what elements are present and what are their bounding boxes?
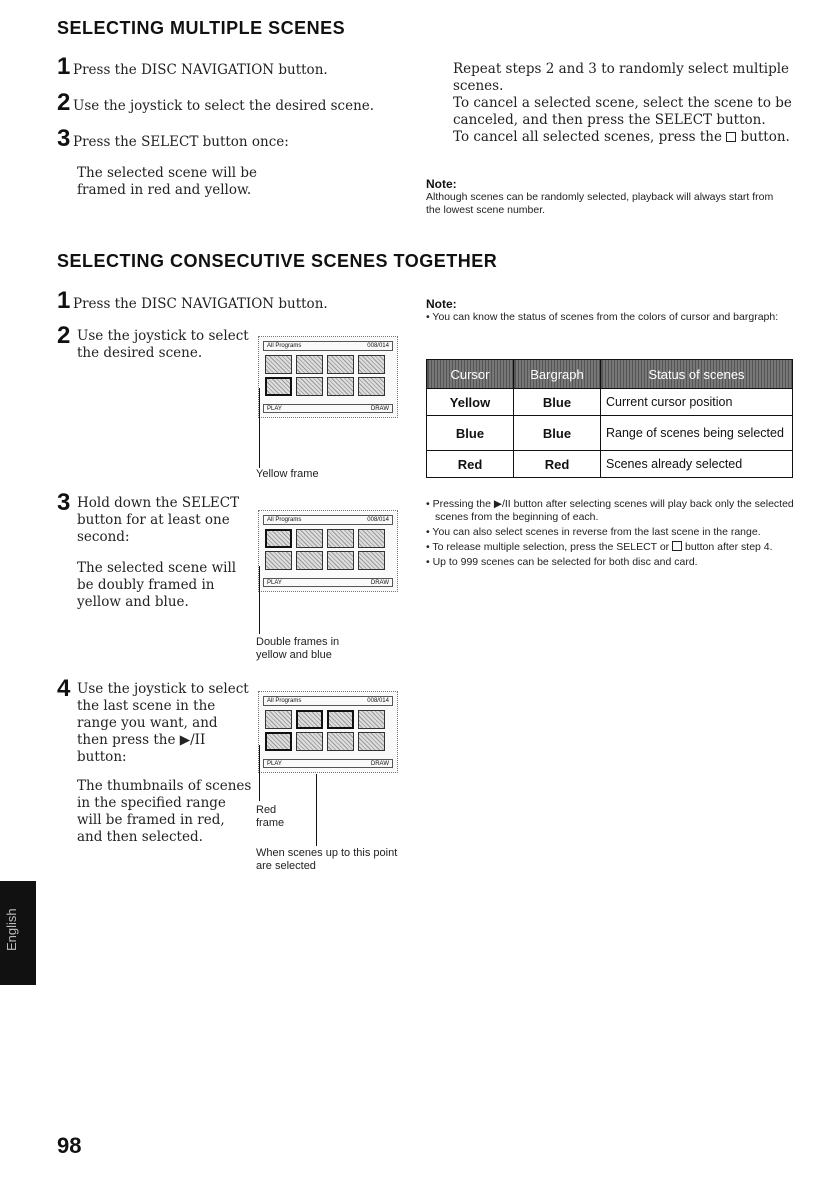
step-item xyxy=(57,289,328,313)
section-heading-consecutive: SELECTING CONSECUTIVE SCENES TOGETHER xyxy=(57,251,498,271)
screen-mockup-3: All Programs 008/014 PLAY DRAW xyxy=(258,691,398,773)
step-item xyxy=(57,677,252,846)
repeat-instruction: Repeat steps 2 and 3 to randomly select multiple scenes. xyxy=(453,61,790,94)
step-text: Hold down the SELECT button for at least one second: xyxy=(77,495,240,545)
delete-button-icon xyxy=(726,132,736,142)
step-item xyxy=(57,324,257,362)
thumbnail xyxy=(358,732,385,751)
table-row: Red Red Scenes already selected xyxy=(427,451,793,478)
step-number: 1 xyxy=(57,53,71,80)
page-number: 98 xyxy=(57,1133,82,1158)
thumbnail xyxy=(327,710,354,729)
thumbnail xyxy=(358,377,385,396)
thumbnail xyxy=(296,551,323,570)
caption-when-selected: When scenes up to this point are selected xyxy=(256,847,398,872)
step-text: Press the DISC NAVIGATION button. xyxy=(73,296,328,312)
thumbnail xyxy=(296,355,323,374)
note-title: Note: xyxy=(426,297,457,311)
thumbnail xyxy=(265,355,292,374)
step-number: 2 xyxy=(57,322,71,349)
thumbnail-grid xyxy=(265,529,385,570)
thumbnail xyxy=(327,732,354,751)
screen-mockup-1: All Programs 008/014 PLAY DRAW xyxy=(258,336,398,418)
thumbnail xyxy=(327,529,354,548)
thumbnail xyxy=(296,529,323,548)
multiple-right-column xyxy=(453,61,793,146)
caption-double-frames: Double frames in yellow and blue xyxy=(256,636,340,661)
thumbnail xyxy=(265,551,292,570)
bullet-item: • To release multiple selection, press the SELECT or button after step 4. xyxy=(426,541,773,553)
table-header: Cursor xyxy=(427,360,514,389)
thumbnail-grid xyxy=(265,710,385,751)
step-text: Press the SELECT button once: xyxy=(73,134,289,150)
language-tab: English xyxy=(0,881,36,985)
steps-list-multiple xyxy=(57,55,407,199)
step-item xyxy=(57,491,252,611)
thumbnail xyxy=(327,551,354,570)
thumbnail xyxy=(296,710,323,729)
thumbnail xyxy=(358,355,385,374)
thumbnail xyxy=(358,710,385,729)
step-number: 2 xyxy=(57,89,71,116)
cancel-instruction: To cancel a selected scene, select the scene to be canceled, and then press the SELECT button. xyxy=(453,95,792,128)
note-intro: • You can know the status of scenes from the colors of cursor and bargraph: xyxy=(426,311,779,323)
step-text: Use the joystick to select the desired scene. xyxy=(77,328,249,361)
thumbnail xyxy=(265,710,292,729)
step-number: 4 xyxy=(57,675,71,702)
note-title: Note: xyxy=(426,177,457,191)
thumbnail xyxy=(296,732,323,751)
thumbnail xyxy=(296,377,323,396)
step-result: The thumbnails of scenes in the specified range will be framed in red, and then selected. xyxy=(77,778,252,845)
bullets-list xyxy=(426,498,796,571)
screen-mockup-2: All Programs 008/014 PLAY DRAW xyxy=(258,510,398,592)
note-text: Although scenes can be randomly selected, playback will always start from the lowest scene number. xyxy=(426,191,774,216)
thumbnail xyxy=(327,377,354,396)
cancel-all-instruction: To cancel all selected scenes, press the button. xyxy=(453,129,790,145)
note-multiple xyxy=(426,177,786,217)
delete-button-icon xyxy=(672,541,682,551)
note-consecutive xyxy=(426,297,791,324)
callout-line xyxy=(259,566,260,634)
caption-red-frame: Red frame xyxy=(256,804,285,829)
step-number: 3 xyxy=(57,489,71,516)
callout-line xyxy=(316,774,317,846)
thumbnail xyxy=(358,551,385,570)
callout-line xyxy=(259,388,260,468)
table-row: Yellow Blue Current cursor position xyxy=(427,389,793,416)
thumbnail xyxy=(327,355,354,374)
table-header: Status of scenes xyxy=(601,360,793,389)
caption-yellow-frame: Yellow frame xyxy=(256,468,319,480)
thumbnail xyxy=(265,732,292,751)
step-number: 1 xyxy=(57,287,71,314)
step-item xyxy=(57,91,407,115)
step-result: The selected scene will be framed in red and yellow. xyxy=(77,165,257,198)
thumbnail xyxy=(265,529,292,548)
step-result: The selected scene will be doubly framed in yellow and blue. xyxy=(77,560,237,610)
thumbnail-grid xyxy=(265,355,385,396)
step-text: Use the joystick to select the desired scene. xyxy=(73,98,375,114)
status-table xyxy=(426,359,793,478)
table-header: Bargraph xyxy=(514,360,601,389)
thumbnail xyxy=(358,529,385,548)
section-heading-multiple: SELECTING MULTIPLE SCENES xyxy=(57,18,346,38)
step-item xyxy=(57,127,407,151)
step-number: 3 xyxy=(57,125,71,152)
bullet-item: • Pressing the ▶/II button after selecting scenes will play back only the selected scenes from the beginning of each. xyxy=(426,498,794,523)
step-item xyxy=(57,55,407,79)
bullet-item: • Up to 999 scenes can be selected for both disc and card. xyxy=(426,556,698,568)
callout-line xyxy=(259,745,260,801)
step-text: Use the joystick to select the last scene in the range you want, and then press the ▶/II button: xyxy=(77,681,249,765)
bullet-item: • You can also select scenes in reverse from the last scene in the range. xyxy=(426,526,761,538)
step-text: Press the DISC NAVIGATION button. xyxy=(73,62,328,78)
table-row: Blue Blue Range of scenes being selected xyxy=(427,416,793,451)
thumbnail xyxy=(265,377,292,396)
